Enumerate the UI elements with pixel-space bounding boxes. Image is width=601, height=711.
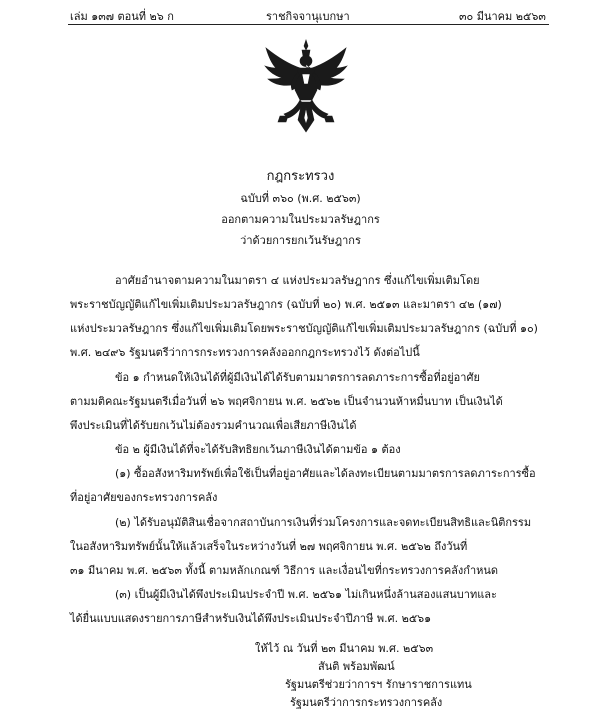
preamble-line: พระราชบัญญัติแก้ไขเพิ่มเติมประมวลรัษฎากร (ฉบับที่ ๒๐) พ.ศ. ๒๕๑๓ และมาตรา ๔๒ (๑๗) [70,298,502,311]
header-divider [68,24,549,25]
gazette-volume-issue: เล่ม ๑๓๗ ตอนที่ ๒๖ ก [70,10,174,23]
item-3-line: ได้ยื่นแบบแสดงรายการภาษีสำหรับเงินได้พึงประเมินประจำปีภาษี พ.ศ. ๒๕๖๑ [70,612,432,625]
gazette-date: ๓๐ มีนาคม ๒๕๖๓ [459,10,546,23]
document-title: กฎกระทรวง [266,169,335,184]
clause-1-line: ข้อ ๑ กำหนดให้เงินได้ที่ผู้มีเงินได้ได้รับตามมาตรการลดภาระการซื้อที่อยู่อาศัย [115,371,480,384]
item-2-line: (๒) ได้รับอนุมัติสินเชื่อจากสถาบันการเงินที่ร่วมโครงการและจดทะเบียนสิทธิและนิติกรรม [115,516,532,529]
clause-1-line: ตามมติคณะรัฐมนตรีเมื่อวันที่ ๒๖ พฤศจิกายน พ.ศ. ๒๕๖๒ เป็นจำนวนห้าหมื่นบาท เป็นเงินได้ [70,395,503,408]
regulation-number: ฉบับที่ ๓๖๐ (พ.ศ. ๒๕๖๓) [240,192,361,205]
signatory-title: รัฐมนตรีช่วยว่าการฯ รักษาราชการแทน [285,678,472,691]
signing-date: ให้ไว้ ณ วันที่ ๒๓ มีนาคม พ.ศ. ๒๕๖๓ [255,642,434,655]
preamble-line: แห่งประมวลรัษฎากร ซึ่งแก้ไขเพิ่มเติมโดยพระราชบัญญัติแก้ไขเพิ่มเติมประมวลรัษฎากร (ฉบับที่ ๑๐) [70,322,538,335]
item-1-line: (๑) ซื้ออสังหาริมทรัพย์เพื่อใช้เป็นที่อยู่อาศัยและได้ลงทะเบียนตามมาตรการลดภาระการซื้อ [115,467,536,480]
item-2-line: ในอสังหาริมทรัพย์นั้นให้แล้วเสร็จในระหว่างวันที่ ๒๗ พฤศจิกายน พ.ศ. ๒๕๖๒ ถึงวันที่ [70,540,468,553]
preamble-line: อาศัยอำนาจตามความในมาตรา ๔ แห่งประมวลรัษฎากร ซึ่งแก้ไขเพิ่มเติมโดย [115,274,480,287]
clause-2-line: ข้อ ๒ ผู้มีเงินได้ที่จะได้รับสิทธิยกเว้นภาษีเงินได้ตามข้อ ๑ ต้อง [115,443,401,456]
item-1-line: ที่อยู่อาศัยของกระทรวงการคลัง [70,491,218,504]
item-2-line: ๓๑ มีนาคม พ.ศ. ๒๕๖๓ ทั้งนี้ ตามหลักเกณฑ์ วิธีการ และเงื่อนไขที่กระทรวงการคลังกำหนด [70,564,499,577]
garuda-emblem-icon [262,38,350,138]
item-3-line: (๓) เป็นผู้มีเงินได้พึงประเมินประจำปี พ.ศ. ๒๕๖๑ ไม่เกินหนึ่งล้านสองแสนบาทและ [115,588,497,601]
clause-1-line: พึงประเมินที่ได้รับยกเว้นไม่ต้องรวมคำนวณเพื่อเสียภาษีเงินได้ [70,419,357,432]
subtitle-authority: ออกตามความในประมวลรัษฎากร [221,213,380,226]
signatory-name: สันติ พร้อมพัฒน์ [318,660,395,673]
gazette-name: ราชกิจจานุเบกษา [266,10,350,23]
subtitle-subject: ว่าด้วยการยกเว้นรัษฎากร [240,234,361,247]
preamble-line: พ.ศ. ๒๔๙๖ รัฐมนตรีว่าการกระทรวงการคลังออกกฎกระทรวงไว้ ดังต่อไปนี้ [70,346,420,359]
signatory-ministry: รัฐมนตรีว่าการกระทรวงการคลัง [290,696,443,709]
